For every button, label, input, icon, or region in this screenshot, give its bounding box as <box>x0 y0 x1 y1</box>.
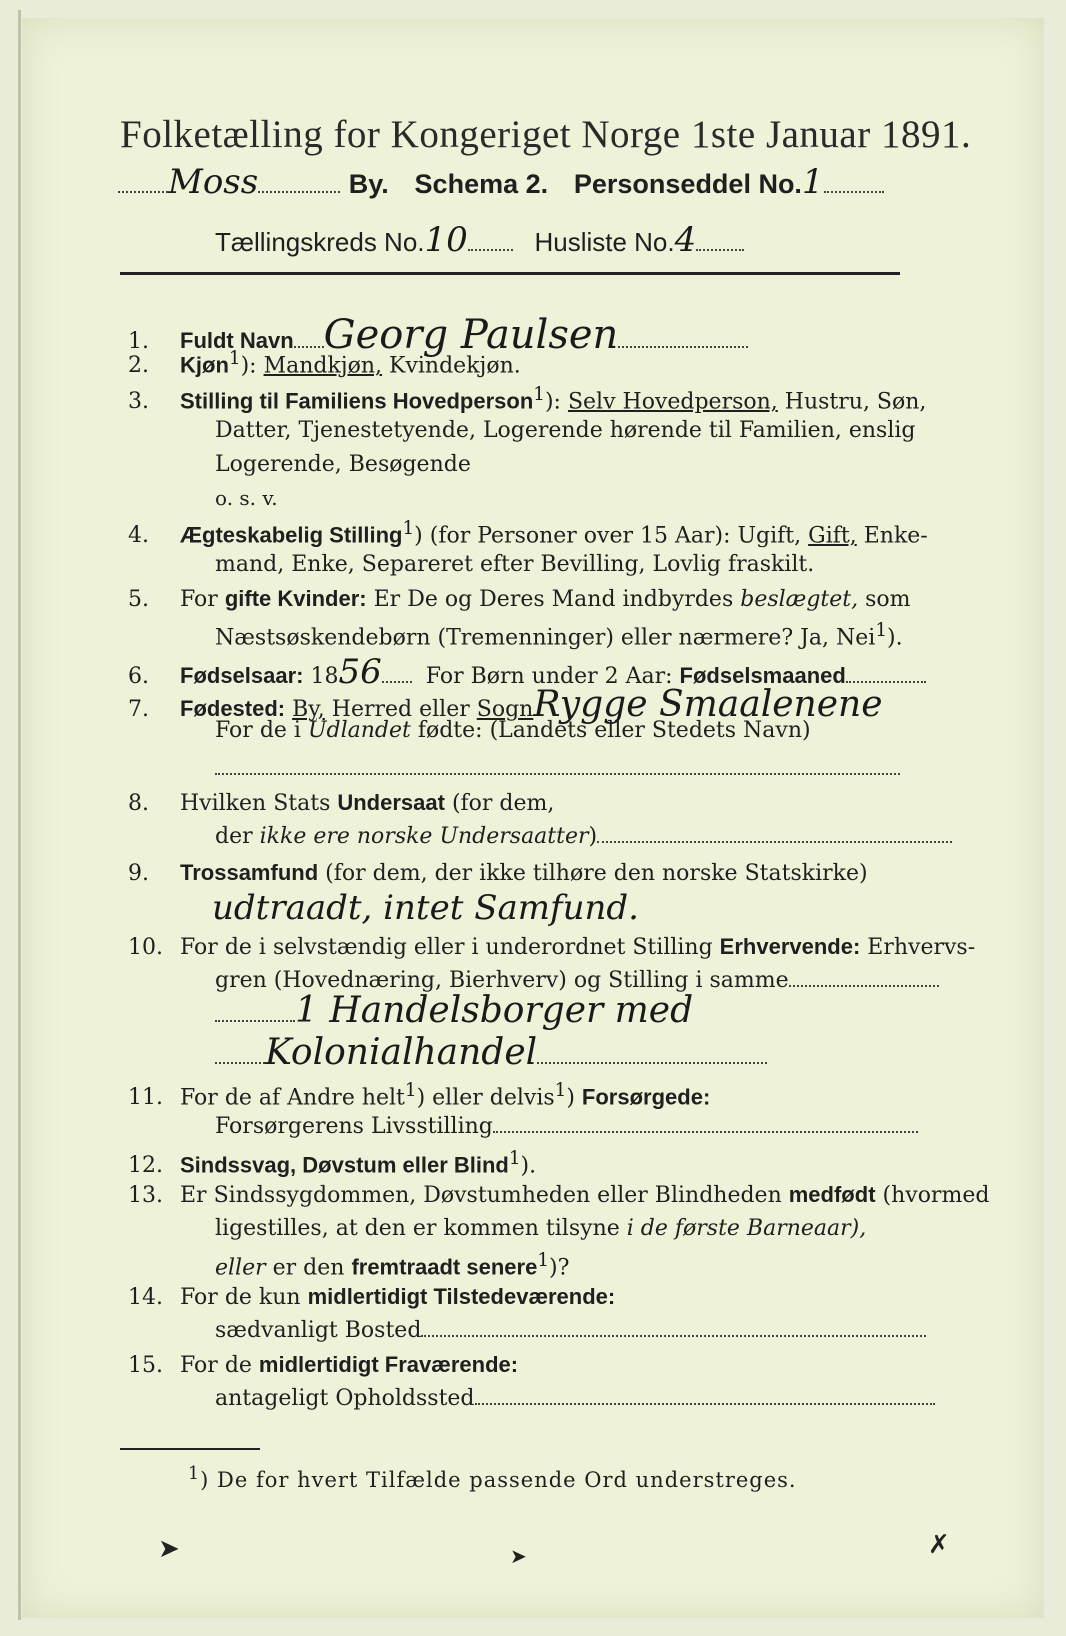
item-text: (for dem, der ikke tilhøre den norske Statskirke) <box>318 861 868 886</box>
item-label: Forsørgede: <box>581 1084 711 1110</box>
kreds-label: Tællingskreds No. <box>215 227 425 257</box>
corner-mark-right: ✗ <box>928 1530 950 1560</box>
occupation-value-2: Kolonialhandel <box>265 1032 538 1073</box>
item-5-line-2 <box>215 620 903 650</box>
item-label: fremtraadt senere <box>351 1254 538 1280</box>
item-label: medfødt <box>788 1182 876 1207</box>
item-text: For de af Andre helt <box>180 1085 405 1111</box>
item-4 <box>128 518 928 548</box>
full-name-value: Georg Paulsen <box>323 312 619 358</box>
footnote-mark: 1 <box>404 1080 417 1101</box>
item-label: gifte Kvinder: <box>224 586 367 611</box>
item-text: der <box>215 824 260 849</box>
footnote-mark: 1 <box>188 1464 201 1484</box>
schema-label: Schema 2. <box>414 169 549 199</box>
corner-mark-center: ➤ <box>510 1544 527 1568</box>
item-3-line-4: o. s. v. <box>215 486 278 510</box>
item-9-value-line <box>212 888 639 928</box>
footnote-mark: 1 <box>537 1250 549 1271</box>
item-2 <box>128 348 521 378</box>
item-text: (for dem, <box>444 791 555 816</box>
item-text: Udlandet <box>307 718 411 743</box>
item-text: For <box>180 587 225 612</box>
item-number: 6. <box>128 664 149 689</box>
form-title: Folketælling for Kongeriget Norge 1ste Januar 1891. <box>120 113 972 156</box>
item-10-value-line-2 <box>215 1032 767 1073</box>
item-label: Sindssvag, Døvstum eller Blind <box>180 1152 509 1178</box>
item-text: ikke ere norske Undersaatter <box>259 824 589 849</box>
item-text: (hvormed <box>875 1183 990 1208</box>
item-7-dotted-line <box>215 756 900 781</box>
item-label: midlertidigt Tilstedeværende: <box>307 1284 616 1309</box>
item-text: Enke- <box>856 523 928 549</box>
footnote <box>188 1464 797 1492</box>
marital-selected: Gift, <box>808 523 857 549</box>
item-14 <box>128 1284 615 1310</box>
item-label: Fødested: <box>180 696 286 721</box>
item-11 <box>128 1080 710 1110</box>
item-number: 1. <box>128 329 149 354</box>
item-label: Fuldt Navn <box>180 328 294 353</box>
item-label: Undersaat <box>337 790 445 815</box>
item-number: 15. <box>128 1353 163 1378</box>
header-line-2 <box>215 220 744 260</box>
item-label: Ægteskabelig Stilling <box>180 522 403 548</box>
item-text: antageligt Opholdssted <box>215 1386 475 1411</box>
item-text: ) eller delvis <box>416 1085 555 1111</box>
item-number: 4. <box>128 523 149 549</box>
item-text: For de kun <box>180 1285 308 1310</box>
item-text: er den <box>265 1255 352 1281</box>
item-8-line-2 <box>215 824 952 849</box>
item-number: 12. <box>128 1153 163 1179</box>
item-8 <box>128 790 554 816</box>
personseddel-label: Personseddel No. <box>573 169 802 199</box>
item-text: )? <box>548 1255 570 1281</box>
item-3 <box>128 384 926 414</box>
footnote-mark: 1 <box>875 620 888 641</box>
item-5 <box>128 586 911 612</box>
by-label: By. <box>348 169 389 199</box>
item-10-value-line-1 <box>215 990 693 1031</box>
item-text: ). <box>520 1153 537 1179</box>
item-text: Er Sindssygdommen, Døvstumheden eller Blindheden <box>180 1183 789 1208</box>
item-label: Fødselsmaaned <box>679 663 846 688</box>
header-line-1 <box>118 162 884 202</box>
item-text: For de <box>180 1353 259 1378</box>
footnote-mark: 1 <box>228 348 241 369</box>
item-text: som <box>858 587 911 612</box>
item-text: Herred eller <box>324 697 477 722</box>
item-4-line-2: mand, Enke, Separeret efter Bevilling, Lovlig fraskilt. <box>215 552 815 577</box>
item-14-line-2 <box>215 1318 926 1343</box>
footnote-text: ) De for hvert Tilfælde passende Ord understreges. <box>200 1468 797 1492</box>
item-3-line-2: Datter, Tjenestetyende, Logerende hørende til Familien, enslig <box>215 418 916 443</box>
corner-mark-left: ➤ <box>158 1534 180 1564</box>
item-number: 5. <box>128 587 149 612</box>
item-label: Erhvervende: <box>719 934 861 959</box>
item-15 <box>128 1352 518 1378</box>
item-text: ) <box>588 824 598 849</box>
item-label: Stilling til Familiens Hovedperson <box>180 388 534 414</box>
item-text: For de i selvstændig eller i underordnet Stilling <box>180 935 720 960</box>
item-text: ) <box>566 1085 582 1111</box>
item-text: eller <box>215 1255 266 1281</box>
item-13-line-3 <box>215 1250 569 1280</box>
item-text: ) (for Personer over 15 Aar): Ugift, <box>414 523 809 549</box>
item-text: Sogn <box>476 697 534 722</box>
item-number: 8. <box>128 791 149 816</box>
item-15-line-2 <box>215 1386 935 1411</box>
item-text: Hustru, Søn, <box>777 389 927 415</box>
item-number: 10. <box>128 935 163 960</box>
item-13-line-2 <box>215 1216 866 1241</box>
item-text: ): <box>240 353 264 379</box>
item-text: sædvanligt Bosted <box>215 1318 422 1343</box>
item-label: Fødselsaar: <box>180 663 304 688</box>
item-text: ): <box>544 389 568 415</box>
item-text: Hvilken Stats <box>180 791 338 816</box>
header-rule <box>120 272 900 275</box>
item-number: 13. <box>128 1183 163 1208</box>
item-11-line-2 <box>215 1114 918 1139</box>
item-number: 14. <box>128 1285 163 1310</box>
item-text: Kvindekjøn. <box>382 353 521 379</box>
item-13 <box>128 1182 989 1208</box>
item-text: By, <box>292 697 325 722</box>
item-text: i de første Barneaar), <box>626 1216 867 1241</box>
item-text: ligestilles, at den er kommen tilsyne <box>215 1216 627 1241</box>
item-9 <box>128 860 868 886</box>
item-number: 7. <box>128 697 149 722</box>
item-text: 18 <box>303 664 339 689</box>
item-label: midlertidigt Fraværende: <box>258 1352 519 1377</box>
footnote-mark: 1 <box>508 1148 521 1169</box>
religion-value: udtraadt, intet Samfund. <box>212 888 639 928</box>
footnote-mark: 1 <box>402 518 415 539</box>
item-label: Kjøn <box>180 352 229 378</box>
item-3-line-3: Logerende, Besøgende <box>215 452 471 477</box>
item-12 <box>128 1148 536 1178</box>
footnote-mark: 1 <box>554 1080 567 1101</box>
birthplace-value: Rygge Smaalenene <box>533 684 883 725</box>
item-text: Næstsøskendebørn (Tremenninger) eller nærmere? Ja, Nei <box>215 625 876 651</box>
item-text: For Børn under 2 Aar: <box>425 664 680 689</box>
item-number: 9. <box>128 861 149 886</box>
item-number: 11. <box>128 1085 163 1111</box>
footnote-rule <box>120 1448 260 1450</box>
item-text: Erhvervs- <box>860 935 976 960</box>
item-label: Trossamfund <box>180 860 319 885</box>
item-10 <box>128 934 975 960</box>
husliste-label: Husliste No. <box>534 227 675 257</box>
by-handwritten: Moss <box>168 162 259 202</box>
item-text: fødte: (Landets eller Stedets Navn) <box>410 718 811 743</box>
item-text: For de i <box>215 718 308 743</box>
item-text: gren (Hovednæring, Bierhverv) og Stilling i samme <box>215 968 789 993</box>
gender-selected: Mandkjøn, <box>263 353 383 379</box>
personseddel-no: 1 <box>801 162 824 202</box>
item-7-line-2 <box>215 718 811 743</box>
item-text: Forsørgerens Livsstilling <box>215 1114 493 1139</box>
item-number: 3. <box>128 389 149 415</box>
kreds-no: 10 <box>424 220 468 260</box>
footnote-mark: 1 <box>533 384 545 405</box>
item-number: 2. <box>128 353 149 379</box>
item-text: Er De og Deres Mand indbyrdes <box>366 587 741 612</box>
item-text: ). <box>887 625 903 651</box>
husliste-no: 4 <box>674 220 697 260</box>
item-text: beslægtet, <box>740 587 859 612</box>
birth-year-value: 56 <box>338 652 382 692</box>
relation-selected: Selv Hovedperson, <box>567 389 778 415</box>
paper-edge <box>18 10 21 1620</box>
occupation-value-1: 1 Handelsborger med <box>295 990 694 1031</box>
